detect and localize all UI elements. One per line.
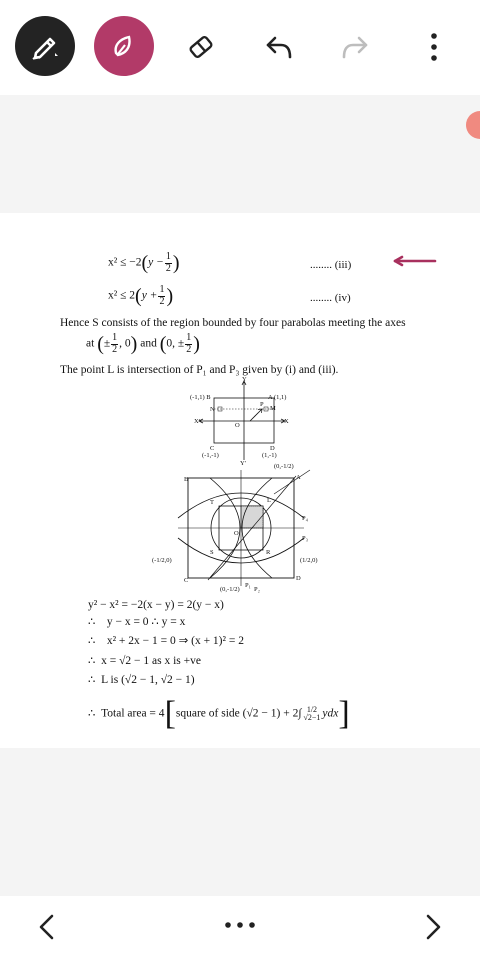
therefore-symbol: ∴ [88, 655, 96, 667]
menu-button[interactable] [220, 910, 260, 940]
at-word: at [86, 337, 95, 350]
ineq3-var: y − [148, 256, 164, 269]
label-C-coord: (-1,-1) [202, 452, 219, 459]
annotation-arrow-icon [393, 254, 437, 268]
undo-button[interactable] [262, 30, 296, 64]
label-C: C [184, 577, 189, 584]
eq2-text: y − x = 0 ∴ y = x [106, 616, 186, 628]
pen-tool-button[interactable] [15, 16, 75, 76]
equation-3 [88, 636, 244, 648]
eq5-text: L is (√2 − 1, √2 − 1) [101, 674, 195, 686]
label-D: D [296, 575, 301, 582]
therefore-symbol: ∴ [88, 616, 96, 628]
bottom-navigation-bar [0, 896, 480, 960]
more-options-button[interactable] [420, 30, 448, 64]
label-O: O [234, 530, 239, 537]
label-o: O [235, 422, 240, 429]
marker-icon [109, 31, 139, 61]
label-bottom-coord: (0,-1/2) [220, 586, 240, 593]
label-A: A [296, 474, 301, 481]
frac-half [158, 285, 165, 307]
more-horizontal-icon [222, 920, 258, 930]
frac-num: 1 [186, 332, 192, 343]
and-word: and [140, 337, 157, 350]
eq6-b: square of side (√2 − 1) + 2∫ [175, 707, 302, 720]
label-right-coord: (1/2,0) [300, 557, 318, 564]
frac-den: 2 [112, 343, 118, 355]
back-button[interactable] [30, 910, 64, 944]
frac-half [165, 252, 172, 274]
inequality-iv: x² ≤ 2(y + $\frac{1}{2}$ ) [108, 284, 174, 307]
ineq3-lhs: x² ≤ −2 [108, 256, 142, 269]
label-S: S [210, 549, 214, 556]
equation-2 [88, 617, 185, 629]
label-P3: P₃ [302, 535, 308, 542]
pen-icon [28, 29, 62, 63]
equation-6-total-area: ∴ Total area = 4[square of side (√2 − 1) + 2∫ 1/2 √2−1 ydx] [88, 695, 350, 732]
equation-5 [88, 675, 195, 687]
therefore-symbol: ∴ [88, 707, 96, 720]
hence-paragraph: Hence S consists of the region bounded by four parabolas meeting the axes [60, 317, 406, 329]
frac-num: 1 [159, 284, 165, 295]
canvas-background-bottom [0, 748, 480, 896]
frac-den: 2 [159, 295, 165, 307]
undo-icon [263, 31, 295, 63]
eq3-text: x² + 2x − 1 = 0 ⇒ (x + 1)² = 2 [106, 635, 244, 647]
label-C: C [210, 445, 215, 452]
therefore-symbol: ∴ [88, 635, 96, 647]
label-y: Y [242, 376, 247, 383]
eraser-button[interactable] [184, 30, 218, 64]
equation-tag-iv: ........ (iv) [310, 292, 351, 304]
integral-lower: √2−1 [303, 713, 321, 722]
redo-button[interactable] [338, 30, 372, 64]
label-T: T [210, 499, 214, 506]
label-x-prime: X' [194, 418, 200, 425]
label-P1: P₁ [245, 582, 251, 589]
pt1-b: , 0 [119, 337, 131, 350]
equation-4 [88, 656, 201, 668]
marker-tool-button[interactable] [94, 16, 154, 76]
frac-num: 1 [112, 332, 118, 343]
label-P4: P₄ [302, 515, 308, 522]
forward-button[interactable] [416, 910, 450, 944]
label-D: D [270, 445, 275, 452]
label-B: B [184, 476, 189, 483]
label-L: L [267, 497, 271, 504]
frac-half [111, 333, 118, 355]
label-N: N [210, 406, 215, 413]
pt2-a: 0, ± [166, 337, 185, 350]
eq6-c: ydx [322, 707, 339, 720]
label-R: R [266, 549, 271, 556]
integral-upper: 1/2 [306, 704, 318, 714]
chevron-left-icon [37, 913, 57, 941]
parabola-region-figure [150, 460, 330, 596]
square-axes-figure [182, 376, 306, 466]
equation-1: y² − x² = −2(x − y) = 2(y − x) [88, 599, 224, 611]
point-l-paragraph: The point L is intersection of P₁ and P₃ given by (i) and (iii). [60, 364, 339, 376]
drawing-toolbar [0, 0, 480, 95]
label-B: (-1,1) B [190, 394, 211, 401]
therefore-symbol: ∴ [88, 674, 96, 686]
chevron-right-icon [423, 913, 443, 941]
eq4-text: x = √2 − 1 as x is +ve [101, 655, 201, 667]
ineq4-var: y + [141, 289, 158, 302]
eraser-icon [185, 31, 217, 63]
label-P: P [260, 401, 264, 408]
pt1-a: ± [103, 337, 111, 350]
label-D-coord: (1,-1) [262, 452, 277, 459]
label-P2: P₂ [254, 586, 260, 593]
label-y-prime: Y' [240, 460, 246, 466]
label-M: M [270, 405, 276, 412]
frac-num: 1 [165, 251, 171, 262]
label-A: A (1,1) [268, 394, 287, 401]
frac-half [185, 333, 192, 355]
equation-tag-iii: ........ (iii) [310, 259, 352, 271]
redo-icon [339, 31, 371, 63]
integral-limits [302, 706, 321, 723]
eq6-a: Total area = 4 [101, 707, 165, 720]
canvas-background-top [0, 95, 480, 213]
frac-den: 2 [165, 262, 171, 274]
inequality-iii: x² ≤ −2(y − $\frac{1}{2}$ ) [108, 251, 180, 274]
meeting-points: at (± $\frac{1}{2}$ , 0) and (0, ± $\frac{1}{2}$ ) [86, 332, 200, 355]
ineq4-lhs: x² ≤ 2 [108, 289, 136, 302]
frac-den: 2 [186, 343, 192, 355]
more-vertical-icon [429, 31, 439, 63]
label-top-coord: (0,-1/2) [274, 463, 294, 470]
label-x: X [284, 418, 289, 425]
label-left-coord: (-1/2,0) [152, 557, 172, 564]
